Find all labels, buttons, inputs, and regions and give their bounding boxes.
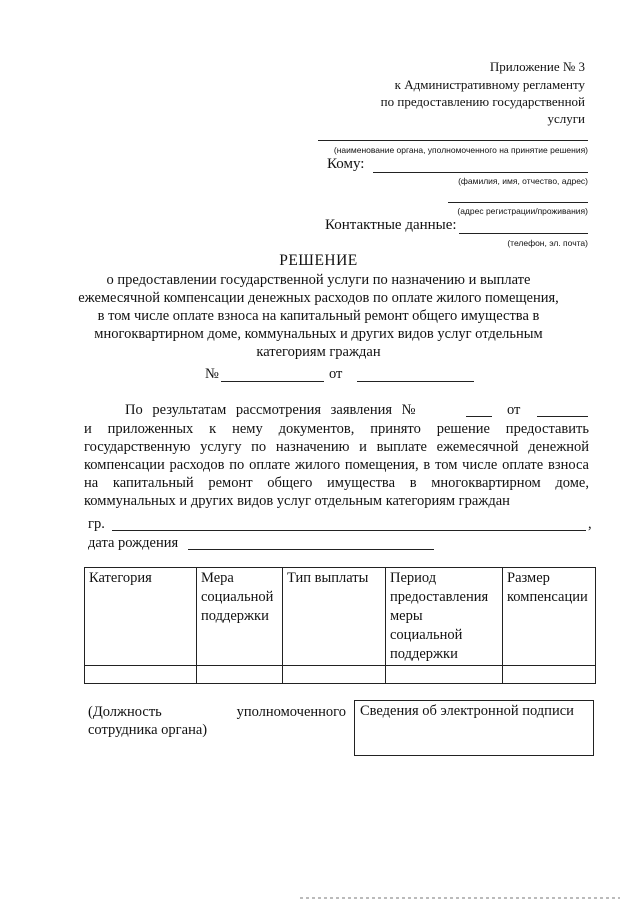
scan-artifact xyxy=(300,897,620,899)
contacts-label: Контактные данные: xyxy=(325,217,457,233)
birth-label: дата рождения xyxy=(88,535,179,551)
table-cell xyxy=(503,666,596,684)
to-line xyxy=(373,172,588,173)
citizen-line xyxy=(112,530,586,531)
to-label: Кому: xyxy=(327,156,365,172)
contacts-line xyxy=(459,233,588,234)
citizen-label: гр. xyxy=(88,516,105,532)
table-cell xyxy=(85,666,197,684)
decision-title: РЕШЕНИЕ xyxy=(279,252,358,269)
appendix-line-4: услуги xyxy=(547,111,585,126)
application-from-label: от xyxy=(507,402,521,418)
decision-subtitle-3: в том числе оплате взноса на капитальный ремонт общего имущества в xyxy=(97,308,540,324)
table-row xyxy=(85,666,596,684)
number-line xyxy=(221,381,324,382)
decision-subtitle-2: ежемесячной компенсации денежных расходов по оплате жилого помещения, xyxy=(78,290,559,306)
col-header-category: Категория xyxy=(85,568,197,666)
table-cell xyxy=(197,666,283,684)
col-header-support-measure: Мера социальной поддержки xyxy=(197,568,283,666)
decision-subtitle-5: категориям граждан xyxy=(256,344,381,360)
position-line-1: (Должность уполномоченного xyxy=(88,704,346,720)
address-caption: (адрес регистрации/проживания) xyxy=(457,206,588,216)
address-line xyxy=(448,202,588,203)
application-number-line xyxy=(466,416,492,417)
col-header-payment-type: Тип выплаты xyxy=(283,568,386,666)
table-cell xyxy=(386,666,503,684)
organ-name-line xyxy=(318,140,588,141)
contacts-caption: (телефон, эл. почта) xyxy=(507,238,588,248)
electronic-signature-box: Сведения об электронной подписи xyxy=(354,700,594,756)
position-line-2: сотрудника органа) xyxy=(88,722,208,738)
body-paragraph: и приложенных к нему документов, принято решение предоставить государственную услугу по назначению и выплате ежемесячной денежной компенсации расходов по оплате жилого помещения, в том числе оплате взноса на капитальный ремонт общего имущества в многоквартирном доме, коммунальных и других видов услуг отдельным категориям граждан xyxy=(84,421,589,509)
appendix-line-3: по предоставлению государственной xyxy=(380,94,585,109)
organ-caption: (наименование органа, уполномоченного на принятие решения) xyxy=(333,145,588,155)
citizen-comma: , xyxy=(588,516,592,532)
decision-subtitle-1: о предоставлении государственной услуги по назначению и выплате xyxy=(106,272,531,288)
compensation-table xyxy=(84,567,596,684)
table-header-row xyxy=(85,568,596,666)
decision-subtitle-4: многоквартирном доме, коммунальных и других видов услуг отдельным xyxy=(94,326,543,342)
appendix-line-1: Приложение № 3 xyxy=(489,59,585,74)
fio-caption: (фамилия, имя, отчество, адрес) xyxy=(458,176,588,186)
application-date-line xyxy=(537,416,588,417)
body-para-start: По результатам рассмотрения заявления № xyxy=(125,402,416,418)
table-cell xyxy=(283,666,386,684)
date-line xyxy=(357,381,474,382)
number-label: № xyxy=(205,366,219,382)
col-header-period: Период предоставления меры социальной поддержки xyxy=(386,568,503,666)
birth-line xyxy=(188,549,434,550)
date-from-label: от xyxy=(329,366,343,382)
col-header-amount: Размер компенсации xyxy=(503,568,596,666)
appendix-line-2: к Административному регламенту xyxy=(394,77,585,92)
